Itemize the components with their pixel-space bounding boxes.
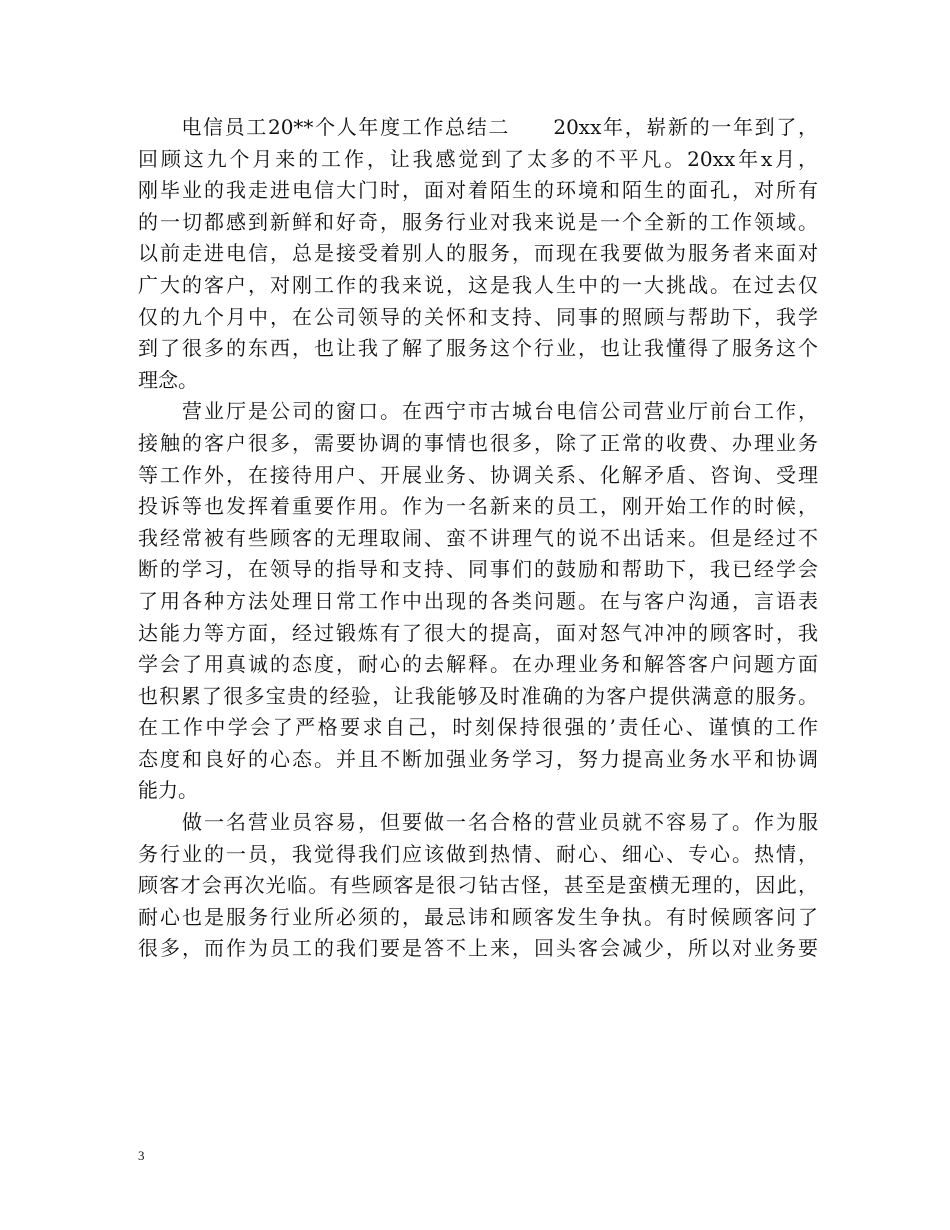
text-line: 在工作中学会了严格要求自己，时刻保持很强的’责任心、谨慎的工作 xyxy=(138,715,818,740)
text-line: 等工作外，在接待用户、开展业务、协调关系、化解矛盾、咨询、受理 xyxy=(138,462,818,487)
text-line: 我经常被有些顾客的无理取闹、蛮不讲理气的说不出话来。但是经过不 xyxy=(138,525,818,550)
paragraph-1 xyxy=(138,112,818,396)
text-line: 回顾这九个月来的工作，让我感觉到了太多的不平凡。20xx年x月， xyxy=(138,146,818,171)
text-line: 顾客才会再次光临。有些顾客是很刁钻古怪，甚至是蛮横无理的，因此， xyxy=(138,873,818,898)
text-line: 仅的九个月中，在公司领导的关怀和支持、同事的照顾与帮助下，我学 xyxy=(138,304,818,329)
text-line: 刚毕业的我走进电信大门时，面对着陌生的环境和陌生的面孔，对所有 xyxy=(138,178,818,203)
text-line: 耐心也是服务行业所必须的，最忌讳和顾客发生争执。有时候顾客问了 xyxy=(138,904,818,929)
text-line: 做一名营业员容易，但要做一名合格的营业员就不容易了。作为服 xyxy=(138,810,818,835)
text-line: 接触的客户很多，需要协调的事情也很多，除了正常的收费、办理业务 xyxy=(138,430,818,455)
text-line: 营业厅是公司的窗口。在西宁市古城台电信公司营业厅前台工作， xyxy=(138,399,818,424)
text-line: 也积累了很多宝贵的经验，让我能够及时准确的为客户提供满意的服务。 xyxy=(138,683,818,708)
text-line: 了用各种方法处理日常工作中出现的各类问题。在与客户沟通，言语表 xyxy=(138,588,818,613)
text-line: 投诉等也发挥着重要作用。作为一名新来的员工，刚开始工作的时候， xyxy=(138,494,818,519)
text-line: 广大的客户，对刚工作的我来说，这是我人生中的一大挑战。在过去仅 xyxy=(138,272,818,297)
text-line: 态度和良好的心态。并且不断加强业务学习，努力提高业务水平和协调 xyxy=(138,746,818,771)
text-line: 达能力等方面，经过锻炼有了很大的提高，面对怒气冲冲的顾客时，我 xyxy=(138,620,818,645)
text-line: 能力。 xyxy=(138,778,198,803)
text-line: 理念。 xyxy=(138,367,198,392)
body-text xyxy=(138,112,818,965)
paragraph-2 xyxy=(138,396,818,807)
text-line: 到了很多的东西，也让我了解了服务这个行业，也让我懂得了服务这个 xyxy=(138,336,818,361)
text-line: 学会了用真诚的态度，耐心的去解释。在办理业务和解答客户问题方面 xyxy=(138,652,818,677)
text-line: 电信员工20**个人年度工作总结二 20xx年，崭新的一年到了， xyxy=(138,115,818,139)
page-number: 3 xyxy=(138,1148,145,1163)
paragraph-3 xyxy=(138,807,818,965)
text-line: 以前走进电信，总是接受着别人的服务，而现在我要做为服务者来面对 xyxy=(138,241,818,266)
text-line: 很多，而作为员工的我们要是答不上来，回头客会减少，所以对业务要 xyxy=(138,936,818,961)
text-line: 的一切都感到新鲜和好奇，服务行业对我来说是一个全新的工作领域。 xyxy=(138,209,818,234)
text-line: 断的学习，在领导的指导和支持、同事们的鼓励和帮助下，我已经学会 xyxy=(138,557,818,582)
text-line: 务行业的一员，我觉得我们应该做到热情、耐心、细心、专心。热情， xyxy=(138,841,818,866)
